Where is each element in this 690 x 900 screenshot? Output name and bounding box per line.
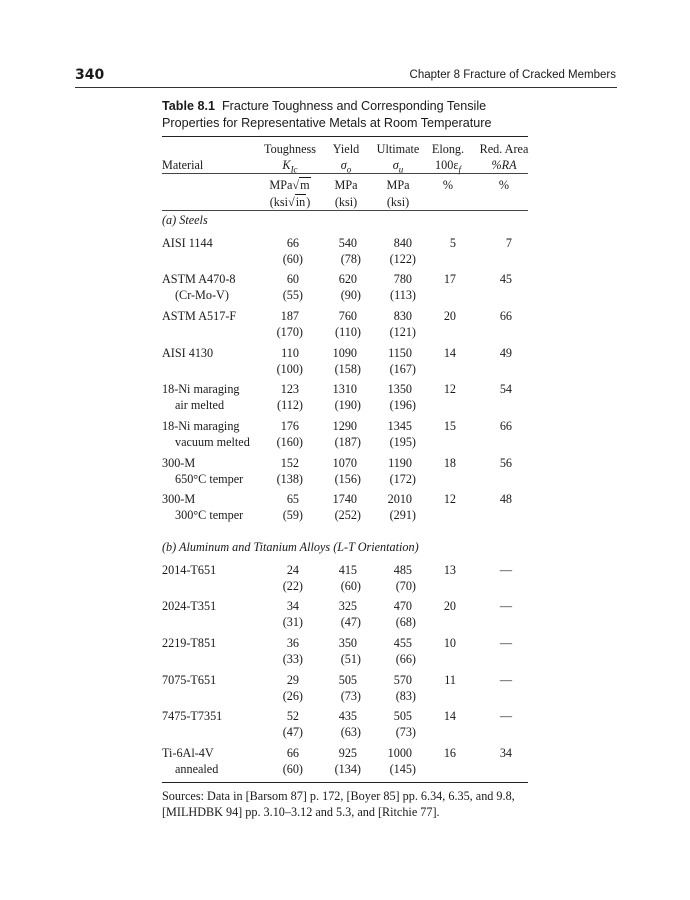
cell-k: 187 (170) (276, 309, 303, 339)
cell-ra: 7 (505, 236, 512, 250)
cell-u: 505 (73) (393, 709, 416, 739)
section-title-aluminum-titanium: (b) Aluminum and Titanium Alloys (L-T Orientation) (162, 540, 419, 554)
page-number: 340 (75, 67, 105, 83)
material-name: 7475-T7351 (162, 709, 223, 723)
cell-y: 1290 (187) (332, 419, 361, 449)
cell-y: 435 (63) (338, 709, 361, 739)
header-material: Material (162, 158, 204, 172)
cell-k: 66 (60) (282, 746, 303, 776)
cell-u: 830 (121) (389, 309, 416, 339)
material-name: 2014-T651 (162, 563, 217, 577)
material-name: 18-Ni maraging vacuum melted (162, 419, 250, 449)
material-name: AISI 1144 (162, 236, 213, 250)
cell-u: 1000 (145) (387, 746, 416, 776)
header-rule (75, 87, 617, 88)
cell-y: 350 (51) (338, 636, 361, 666)
cell-y: 620 (90) (338, 272, 361, 302)
cell-ra: 66 (499, 419, 512, 433)
table-caption (162, 98, 542, 132)
cell-e: 16 (443, 746, 456, 760)
cell-k: 65 (59) (282, 492, 303, 522)
material-name: 18-Ni maraging air melted (162, 382, 240, 412)
material-name: 2219-T851 (162, 636, 217, 650)
cell-y: 760 (110) (335, 309, 361, 339)
header-reduction-area: Red. Area %RA (479, 142, 529, 172)
cell-u: 840 (122) (389, 236, 416, 266)
material-name: AISI 4130 (162, 346, 214, 360)
cell-u: 1350 (196) (387, 382, 416, 412)
table-label: Table 8.1 (162, 99, 215, 113)
cell-y: 1090 (158) (332, 346, 361, 376)
material-name: ASTM A470-8 (Cr-Mo-V) (162, 272, 236, 302)
running-head: Chapter 8 Fracture of Cracked Members (409, 69, 616, 81)
cell-y: 1070 (156) (332, 456, 361, 486)
cell-k: 152 (138) (276, 456, 303, 486)
cell-u: 470 (68) (393, 599, 416, 629)
header-rule-mid (162, 173, 528, 174)
cell-ra: 54 (499, 382, 512, 396)
cell-k: 176 (160) (276, 419, 303, 449)
cell-ra: 56 (499, 456, 512, 470)
cell-y: 505 (73) (338, 673, 361, 703)
cell-u: 570 (83) (393, 673, 416, 703)
cell-k: 110 (100) (276, 346, 303, 376)
header-elongation: Elong. $100\varepsilon_f$ (431, 142, 465, 175)
table-title-line1: Fracture Toughness and Corresponding Tensile (221, 99, 487, 113)
cell-e: 20 (443, 309, 456, 323)
cell-e: 15 (443, 419, 456, 433)
table-title-line2: Properties for Representative Metals at Room Temperature (162, 116, 492, 130)
cell-u: 1190 (172) (388, 456, 416, 486)
cell-u: 780 (113) (390, 272, 416, 302)
cell-e: 14 (443, 709, 456, 723)
cell-k: 36 (33) (282, 636, 303, 666)
material-name: 300-M 300°C temper (162, 492, 244, 522)
cell-e: 12 (443, 492, 456, 506)
cell-u: 2010 (291) (387, 492, 416, 522)
cell-ra: 48 (499, 492, 512, 506)
cell-y: 1740 (252) (332, 492, 361, 522)
cell-ra: 45 (499, 272, 512, 286)
cell-y: 540 (78) (338, 236, 361, 266)
units-reduction-area: % (498, 178, 510, 192)
cell-k: 60 (55) (282, 272, 303, 302)
cell-ra: — (499, 636, 512, 650)
cell-k: 29 (26) (282, 673, 303, 703)
material-name: ASTM A517-F (162, 309, 237, 323)
units-ultimate: MPa (ksi) (386, 178, 410, 209)
cell-ra: — (499, 563, 512, 577)
cell-e: 18 (443, 456, 456, 470)
cell-k: 66 (60) (282, 236, 303, 266)
material-name: 300-M 650°C temper (162, 456, 244, 486)
cell-k: 24 (22) (282, 563, 303, 593)
cell-ra: — (499, 709, 512, 723)
sqrt-symbol: √m (292, 178, 310, 192)
cell-k: 34 (31) (282, 599, 303, 629)
table-sources: Sources: Data in [Barsom 87] p. 172, [Boyer 85] pp. 6.34, 6.35, and 9.8, [MILHDBK 94] pp. 3.10–3.12 and 5.3, and [Ritchie 77]. (162, 789, 515, 819)
units-elongation: % (442, 178, 454, 192)
header-yield: Yield $\sigma_o$ (332, 142, 360, 175)
units-yield: MPa (ksi) (334, 178, 358, 209)
cell-ra: 34 (499, 746, 512, 760)
cell-e: 10 (443, 636, 456, 650)
cell-ra: — (499, 599, 512, 613)
table-bottom-rule (162, 782, 528, 783)
cell-ra: — (499, 673, 512, 687)
material-name: 7075-T651 (162, 673, 217, 687)
cell-e: 11 (444, 673, 456, 687)
cell-u: 485 (70) (393, 563, 416, 593)
units-rule (162, 210, 528, 211)
cell-e: 17 (443, 272, 456, 286)
header-toughness: Toughness $K_{Ic}$ (264, 142, 316, 175)
cell-e: 13 (443, 563, 456, 577)
cell-u: 1345 (195) (387, 419, 416, 449)
cell-y: 925 (134) (334, 746, 361, 776)
cell-e: 20 (443, 599, 456, 613)
cell-y: 1310 (190) (332, 382, 361, 412)
cell-e: 12 (443, 382, 456, 396)
cell-e: 5 (449, 236, 456, 250)
table-top-rule (162, 136, 528, 137)
cell-ra: 49 (499, 346, 512, 360)
cell-u: 455 (66) (393, 636, 416, 666)
cell-y: 415 (60) (338, 563, 361, 593)
cell-e: 14 (443, 346, 456, 360)
units-toughness: MPa√m (ksi√in) (269, 178, 311, 209)
sqrt-symbol: √in (288, 195, 306, 209)
cell-y: 325 (47) (338, 599, 361, 629)
material-name: 2024-T351 (162, 599, 217, 613)
cell-k: 123 (112) (277, 382, 303, 412)
cell-ra: 66 (499, 309, 512, 323)
cell-k: 52 (47) (282, 709, 303, 739)
material-name: Ti-6Al-4V annealed (162, 746, 219, 776)
cell-u: 1150 (167) (388, 346, 416, 376)
header-ultimate: Ultimate $\sigma_u$ (376, 142, 420, 175)
section-title-steels: (a) Steels (162, 213, 208, 227)
